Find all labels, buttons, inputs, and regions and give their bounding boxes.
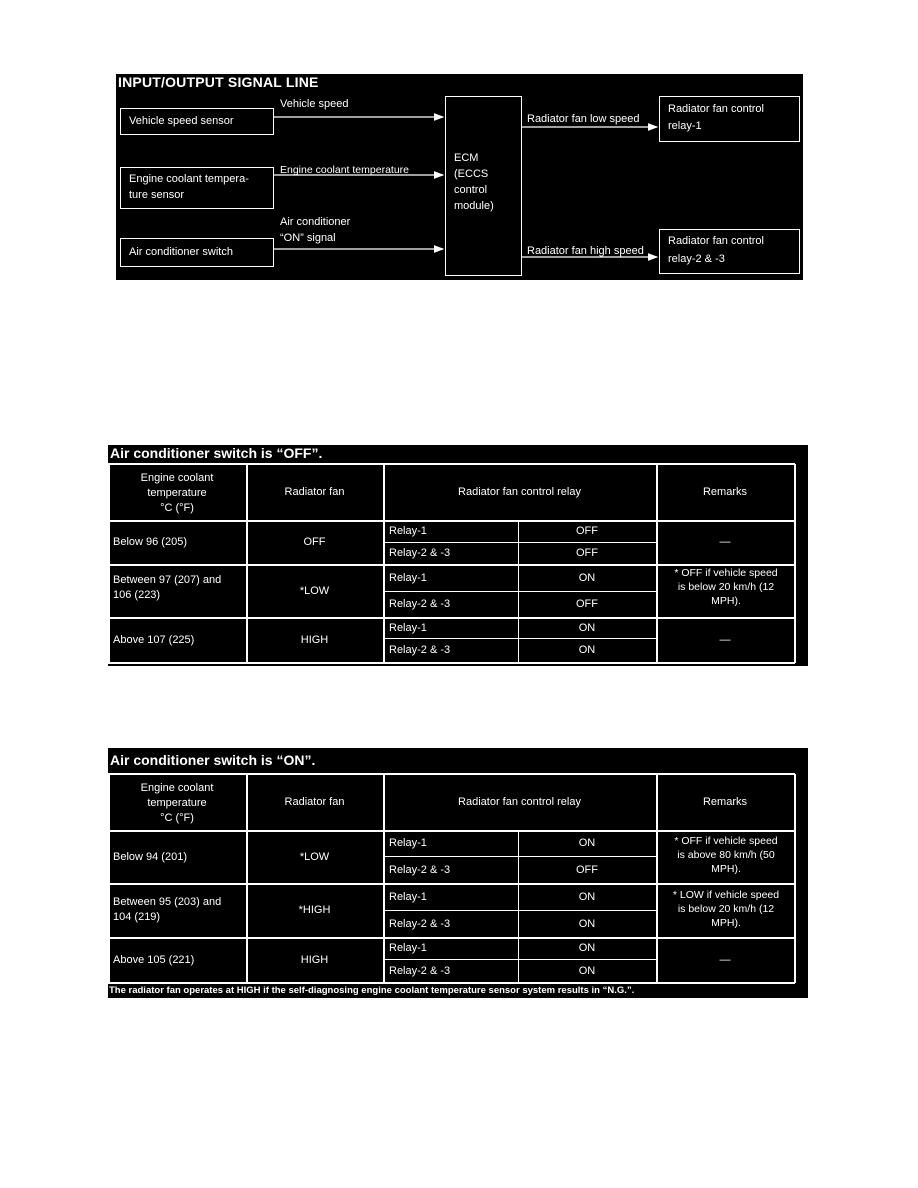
table-row-relay: Relay-1 [389,837,427,849]
table-row-state: ON [578,942,596,954]
ac-switch-label: Air conditioner switch [129,246,233,258]
table-row-fan: *HIGH [298,904,331,916]
table-row-temp: Below 94 (201) [113,850,187,863]
table-row-temp: Above 107 (225) [113,633,195,646]
ac-signal-label-2: “ON” signal [280,232,336,244]
table-row-relay: Relay-2 & -3 [389,964,451,977]
high-speed-signal-label: Radiator fan high speed [527,245,644,257]
table-row-state: ON [578,917,596,930]
table-row-state: OFF [576,525,598,537]
table-row-remarks: * OFF if vehicle speed is above 80 km/h (50 MPH). [674,835,778,875]
relay-2-3-box [659,229,800,274]
table-row-remarks: — [719,536,731,548]
coolant-temp-sensor-box [120,167,274,209]
coolant-sensor-label-1: Engine coolant tempera- [129,173,249,185]
table-row-relay: Relay-2 & -3 [389,863,451,876]
coolant-sensor-label-2: ture sensor [129,189,185,201]
ecm-label-3: control [454,184,488,196]
table-row-state: ON [578,964,596,977]
table-row-temp: Above 105 (221) [113,953,195,966]
header-radiator-fan: Radiator fan [284,795,345,808]
vehicle-speed-sensor-box [120,108,274,135]
table-row-relay: Relay-1 [389,621,427,634]
table-row-relay: Relay-1 [389,571,427,584]
table-row-relay: Relay-1 [389,525,427,537]
diagram-title: INPUT/OUTPUT SIGNAL LINE [118,74,319,90]
table-ac-on-title: Air conditioner switch is “ON”. [110,752,316,768]
table-row-relay: Relay-2 & -3 [389,547,451,559]
table-row-remarks: * LOW if vehicle speed is below 20 km/h (12 MPH). [672,889,780,929]
signal-line-diagram [116,74,803,280]
table-row-state: ON [578,890,596,903]
table-row-fan: HIGH [300,953,329,966]
ecm-label-1: ECM [454,152,479,164]
table-row-remarks: — [719,633,731,646]
header-radiator-fan: Radiator fan [284,485,345,498]
header-remarks: Remarks [702,485,747,498]
header-remarks: Remarks [702,795,747,808]
relay-2-3-label-1: Radiator fan control [668,235,764,247]
table-row-state: OFF [576,547,598,559]
table-row-state: ON [578,837,596,849]
table-row-state: OFF [576,863,598,876]
table-row-state: OFF [576,598,598,610]
ecm-label-2: (ECCS [454,168,489,180]
table-row-relay: Relay-1 [389,942,427,954]
ac-switch-box [120,238,274,267]
table-row-temp: Between 95 (203) and 104 (219) [113,896,222,923]
low-speed-signal-label: Radiator fan low speed [527,113,640,125]
table-row-fan: *LOW [299,584,330,597]
table-row-temp: Between 97 (207) and 106 (223) [113,574,222,601]
table-row-state: ON [578,621,596,634]
relay-1-label-2: relay-1 [668,120,702,132]
ecm-box [445,96,522,276]
table-row-relay: Relay-2 & -3 [389,644,451,656]
ac-signal-label-1: Air conditioner [280,216,351,228]
table-row-remarks: — [719,953,731,966]
vehicle-speed-signal-label: Vehicle speed [280,98,349,110]
ecm-label-4: module) [454,200,494,212]
relay-2-3-label-2: relay-2 & -3 [668,253,725,265]
relay-1-label-1: Radiator fan control [668,103,764,115]
header-temperature: Engine coolant temperature °C (°F) [140,472,214,514]
header-control-relay: Radiator fan control relay [458,485,581,498]
table-row-relay: Relay-2 & -3 [389,917,451,930]
table-ac-off-title: Air conditioner switch is “OFF”. [110,445,323,461]
table-row-fan: *LOW [299,850,330,863]
table-ac-off [108,445,808,666]
table-row-remarks: * OFF if vehicle speed is below 20 km/h (12 MPH). [674,567,778,607]
coolant-temp-signal-label: Engine coolant temperature [280,164,409,176]
table-row-fan: OFF [303,536,326,548]
table-footnote: The radiator fan operates at HIGH if the self-diagnosing engine coolant temperature sensor system results in “N.G.”. [109,985,635,996]
table-row-relay: Relay-2 & -3 [389,598,451,610]
header-control-relay: Radiator fan control relay [458,795,581,808]
table-row-temp: Below 96 (205) [113,536,187,548]
table-row-state: ON [578,571,596,584]
relay-1-box [659,96,800,142]
table-ac-on [108,748,808,998]
vehicle-speed-sensor-label: Vehicle speed sensor [129,115,234,127]
table-row-fan: HIGH [300,633,329,646]
table-row-state: ON [578,644,596,656]
header-temperature: Engine coolant temperature °C (°F) [140,782,214,824]
table-row-relay: Relay-1 [389,890,427,903]
